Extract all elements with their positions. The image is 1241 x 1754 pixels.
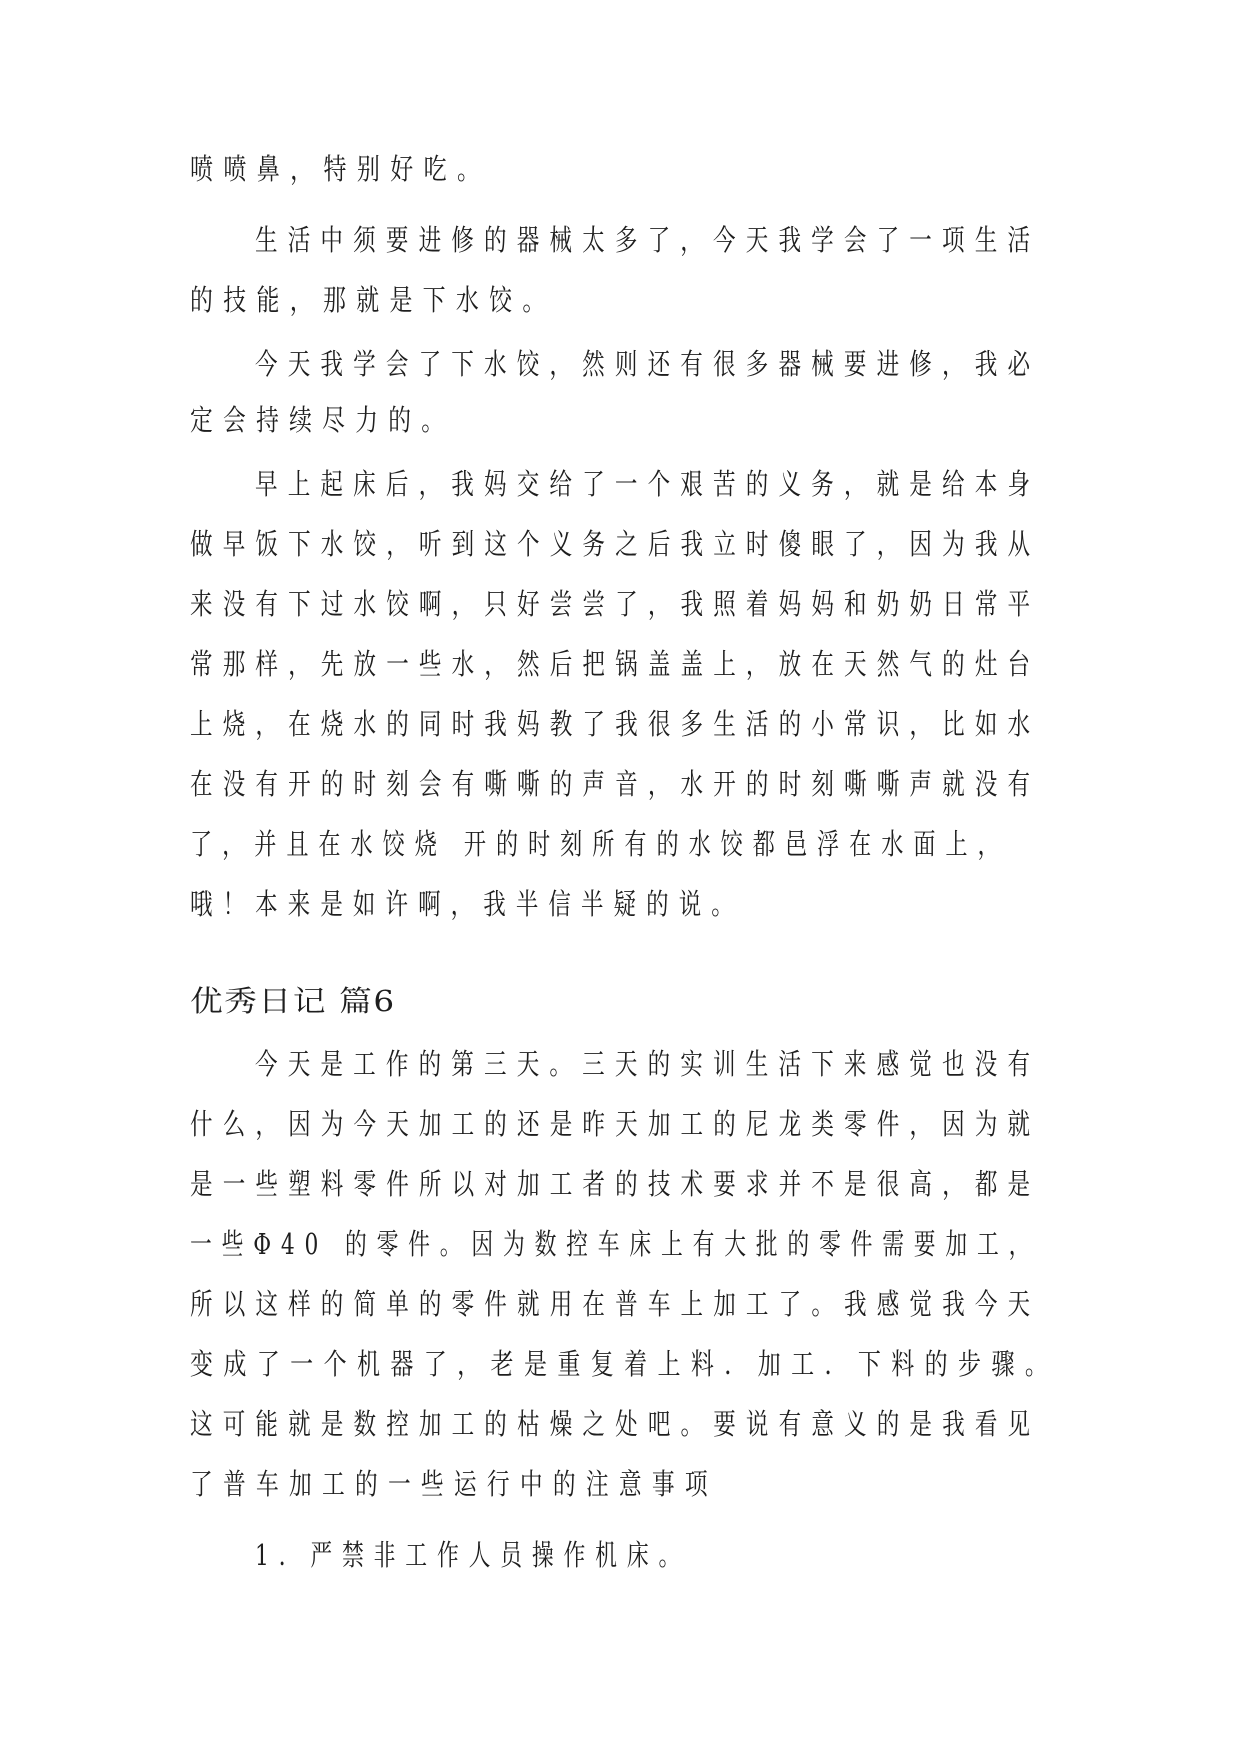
- paragraph-line: 定会持续尽力的。: [190, 403, 455, 437]
- paragraph-line: 喷喷鼻，特别好吃。: [190, 152, 491, 186]
- paragraph-line: 做早饭下水饺，听到这个义务之后我立时傻眼了，因为我从: [190, 527, 1041, 561]
- paragraph-line: 变成了一个机器了，老是重复着上料．加工．下料的步骤。: [190, 1347, 1059, 1381]
- paragraph-line: 什么，因为今天加工的还是昨天加工的尼龙类零件，因为就: [190, 1107, 1041, 1141]
- paragraph-line: 了，并且在水饺烧 开的时刻所有的水饺都邑浮在水面上，: [190, 827, 1010, 861]
- list-item: 1．严禁非工作人员操作机床。: [255, 1538, 691, 1572]
- paragraph-line: 哦！本来是如许啊，我半信半疑的说。: [190, 887, 744, 921]
- paragraph-line: 了普车加工的一些运行中的注意事项: [190, 1467, 718, 1501]
- paragraph-line: 生活中须要进修的器械太多了，今天我学会了一项生活: [255, 223, 1041, 257]
- paragraph-line: 的技能，那就是下水饺。: [190, 283, 556, 317]
- paragraph-line: 今天我学会了下水饺，然则还有很多器械要进修，我必: [255, 347, 1041, 381]
- paragraph-line: 是一些塑料零件所以对加工者的技术要求并不是很高，都是: [190, 1167, 1041, 1201]
- paragraph-line: 早上起床后，我妈交给了一个艰苦的义务，就是给本身: [255, 467, 1041, 501]
- section-heading: 优秀日记 篇6: [190, 984, 396, 1018]
- paragraph-line: 来没有下过水饺啊，只好尝尝了，我照着妈妈和奶奶日常平: [190, 587, 1041, 621]
- paragraph-line: 今天是工作的第三天。三天的实训生活下来感觉也没有: [255, 1047, 1041, 1081]
- paragraph-line: 上烧，在烧水的同时我妈教了我很多生活的小常识，比如水: [190, 707, 1041, 741]
- paragraph-line: 常那样，先放一些水，然后把锅盖盖上，放在天然气的灶台: [190, 647, 1041, 681]
- paragraph-line: 一些Φ40 的零件。因为数控车床上有大批的零件需要加工，: [190, 1227, 1041, 1261]
- paragraph-line: 这可能就是数控加工的枯燥之处吧。要说有意义的是我看见: [190, 1407, 1041, 1441]
- paragraph-line: 在没有开的时刻会有嘶嘶的声音，水开的时刻嘶嘶声就没有: [190, 767, 1041, 801]
- paragraph-line: 所以这样的简单的零件就用在普车上加工了。我感觉我今天: [190, 1287, 1041, 1321]
